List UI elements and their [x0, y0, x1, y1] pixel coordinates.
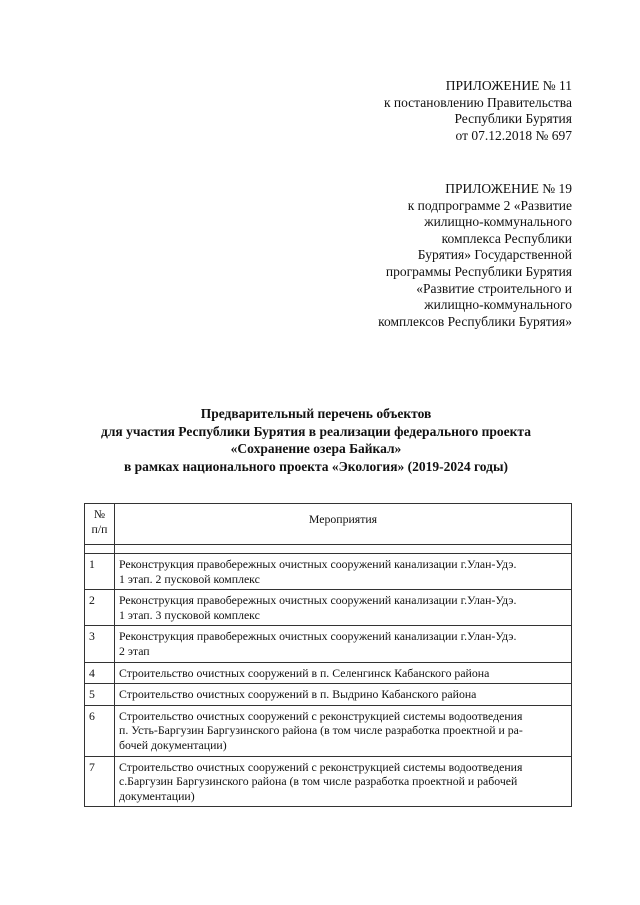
row-measure-line: 1 этап. 3 пусковой комплекс	[119, 607, 260, 622]
title-line: в рамках национального проекта «Экология» (2019-2024 годы)	[123, 458, 509, 474]
appendix-19-line: жилищно-коммунального	[424, 214, 572, 230]
appendix-19-line: комплекса Республики	[441, 230, 572, 246]
row-measure-line: Строительство очистных сооружений с реконструкцией системы водоотведения	[119, 708, 523, 723]
row-measure-line: Строительство очистных сооружений в п. Выдрино Кабанского района	[119, 687, 477, 702]
header-number-label: №	[93, 507, 106, 521]
row-number: 7	[85, 756, 115, 807]
row-measure	[115, 684, 572, 706]
row-measure	[115, 554, 572, 590]
appendix-11-line: ПРИЛОЖЕНИЕ № 11	[445, 78, 572, 93]
row-measure-line: Строительство очистных сооружений с реконструкцией системы водоотведения	[119, 759, 523, 774]
table-row	[85, 590, 572, 626]
row-measure	[115, 705, 572, 756]
appendix-11-line: от 07.12.2018 № 697	[455, 127, 572, 143]
row-measure-line: Реконструкция правобережных очистных сооружений канализации г.Улан-Удэ.	[119, 629, 517, 644]
table-row	[85, 626, 572, 662]
row-measure	[115, 626, 572, 662]
title-line: «Сохранение озера Байкал»	[230, 441, 402, 456]
document-title	[60, 405, 572, 475]
appendix-19-line: программы Республики Бурятия	[385, 263, 572, 279]
table-row	[85, 684, 572, 706]
appendix-19-header	[378, 181, 572, 330]
row-measure-line: документации)	[119, 788, 195, 803]
row-number: 4	[85, 662, 115, 684]
appendix-19-line: жилищно-коммунального	[424, 297, 572, 313]
row-number: 3	[85, 626, 115, 662]
appendix-19-line: ПРИЛОЖЕНИЕ № 19	[445, 181, 572, 196]
row-measure-line: п. Усть-Баргузин Баргузинского района (в том числе разработка проектной и ра-	[119, 723, 523, 738]
row-number: 2	[85, 590, 115, 626]
appendix-19-line: Бурятия» Государственной	[417, 247, 572, 263]
table-spacer-row	[85, 545, 572, 554]
appendix-11-header	[384, 78, 572, 144]
appendix-11-line: Республики Бурятия	[454, 111, 572, 127]
row-number: 6	[85, 705, 115, 756]
header-number-cell	[85, 504, 115, 545]
row-measure-line: бочей документации)	[119, 737, 227, 752]
table-row	[85, 554, 572, 590]
row-measure-line: 1 этап. 2 пусковой комплекс	[119, 571, 260, 586]
row-measure	[115, 662, 572, 684]
appendix-19-line: «Развитие строительного и	[416, 280, 572, 296]
title-line: для участия Республики Бурятия в реализации федерального проекта	[101, 423, 531, 439]
row-measure	[115, 590, 572, 626]
header-number-label: п/п	[91, 521, 108, 536]
appendix-19-line: к подпрограмме 2 «Развитие	[407, 197, 572, 213]
row-measure-line: с.Баргузин Баргузинского района (в том числе разработка проектной и рабочей	[119, 774, 518, 789]
row-measure-line: Реконструкция правобережных очистных сооружений канализации г.Улан-Удэ.	[119, 557, 517, 571]
table-header-row	[85, 504, 572, 545]
row-measure	[115, 756, 572, 807]
row-number: 1	[85, 554, 115, 590]
measures-table	[84, 503, 572, 807]
row-number: 5	[85, 684, 115, 706]
row-measure-line: Строительство очистных сооружений в п. Селенгинск Кабанского района	[119, 665, 490, 680]
table-row	[85, 756, 572, 807]
table-row	[85, 662, 572, 684]
row-measure-line: 2 этап	[119, 643, 150, 658]
appendix-11-line: к постановлению Правительства	[383, 94, 572, 110]
table-row	[85, 705, 572, 756]
header-measures-cell: Мероприятия	[115, 504, 572, 545]
row-measure-line: Реконструкция правобережных очистных сооружений канализации г.Улан-Удэ.	[119, 593, 517, 608]
appendix-19-line: комплексов Республики Бурятия»	[378, 313, 572, 329]
title-line: Предварительный перечень объектов	[200, 406, 432, 421]
